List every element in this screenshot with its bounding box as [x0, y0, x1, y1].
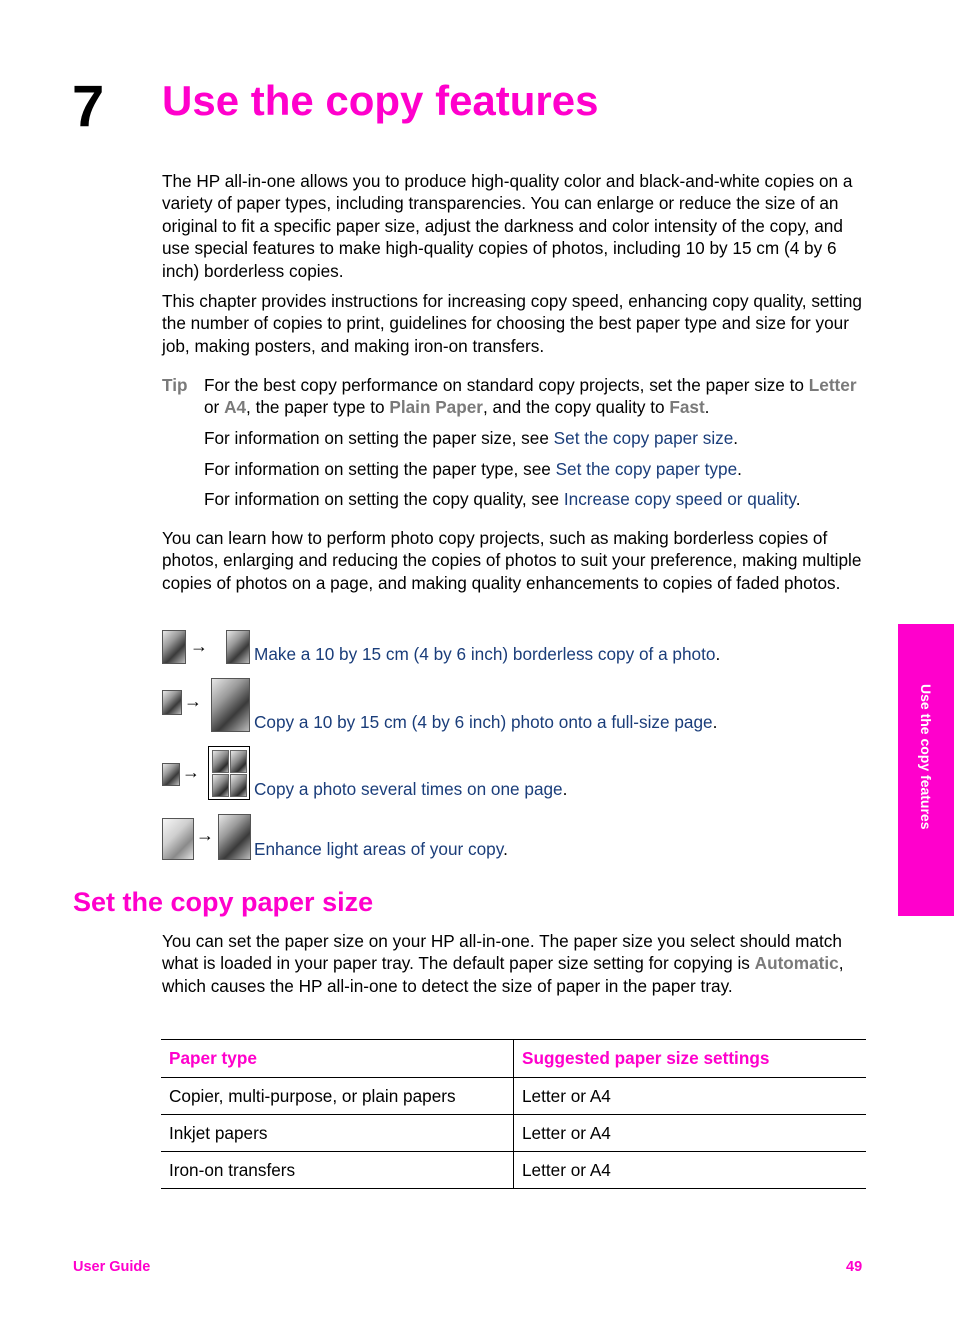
- photo-copy-cell: [230, 774, 247, 797]
- section-paragraph: [162, 930, 866, 997]
- tip-info-size-text: For information on setting the paper size, see: [204, 428, 554, 448]
- table-header-suggested-size: Suggested paper size settings: [514, 1040, 867, 1078]
- arrow-right-icon: →: [196, 825, 214, 845]
- table-row: [161, 1152, 866, 1189]
- ui-term-plain-paper: Plain Paper: [389, 397, 483, 418]
- ui-term-letter: Letter: [808, 375, 857, 395]
- tip-text: [204, 374, 866, 419]
- ui-term-automatic: Automatic: [754, 953, 839, 974]
- photo-project-link-row: [254, 778, 567, 800]
- section-title: Set the copy paper size: [73, 887, 374, 917]
- footer-guide-name: User Guide: [73, 1259, 151, 1275]
- tiger-photo-faded-icon: [162, 818, 194, 860]
- link-enhance-light-areas[interactable]: Enhance light areas of your copy: [254, 839, 504, 859]
- tip-info-quality-text: For information on setting the copy quality, see: [204, 489, 564, 509]
- table-cell: Copier, multi-purpose, or plain papers: [161, 1078, 514, 1115]
- tip-info-quality-period: .: [795, 489, 801, 509]
- link-set-copy-paper-type[interactable]: Set the copy paper type: [555, 459, 738, 479]
- tiger-photo-fullsize-icon: [211, 678, 250, 732]
- photo-project-link-row: [254, 643, 720, 665]
- tiger-photo-borderless-icon: [226, 630, 250, 664]
- tiger-photo-small-icon: [162, 763, 180, 786]
- side-tab-label: Use the copy features: [918, 684, 934, 830]
- tip-info-type-text: For information on setting the paper type, see: [204, 459, 556, 479]
- section-text-a: You can set the paper size on your HP all-in-one. The paper size you select should match what is loaded in your paper tray. The default paper size setting for copying is: [162, 931, 842, 974]
- table-cell: Letter or A4: [514, 1115, 867, 1152]
- photo-copy-cell: [230, 750, 247, 773]
- tip-or: or: [204, 397, 225, 418]
- tiger-photo-small-icon: [162, 630, 186, 664]
- arrow-right-icon: →: [190, 636, 208, 656]
- tiger-photo-small-icon: [162, 690, 182, 715]
- row-period: .: [712, 712, 718, 732]
- table-header-paper-type: Paper type: [161, 1040, 514, 1078]
- link-fullsize-copy[interactable]: Copy a 10 by 15 cm (4 by 6 inch) photo onto a full-size page: [254, 712, 713, 732]
- table-row: [161, 1115, 866, 1152]
- photo-copy-cell: [212, 774, 229, 797]
- photo-copy-cell: [212, 750, 229, 773]
- arrow-right-icon: →: [182, 762, 200, 782]
- tip-info-quality: [204, 488, 866, 510]
- row-period: .: [562, 779, 568, 799]
- photo-intro-paragraph: You can learn how to perform photo copy projects, such as making borderless copies of photos, enlarging and reducing the copies of photos to suit your preference, making multiple copies of photos on a page, and making quality enhancements to copies of faded photos.: [162, 528, 862, 593]
- table-cell: Letter or A4: [514, 1152, 867, 1189]
- tip-info-size-period: .: [733, 428, 739, 448]
- tip-info-type: [204, 458, 866, 480]
- photo-project-link-row: [254, 838, 508, 860]
- chapter-number: 7: [72, 74, 105, 139]
- tip-text-b: , the paper type to: [246, 397, 390, 418]
- ui-term-fast: Fast: [669, 397, 705, 418]
- table-row: [161, 1078, 866, 1115]
- tip-label: Tip: [162, 375, 188, 395]
- table-cell: Inkjet papers: [161, 1115, 514, 1152]
- tip-period: .: [704, 397, 710, 418]
- link-borderless-copy[interactable]: Make a 10 by 15 cm (4 by 6 inch) borderless copy of a photo: [254, 644, 716, 664]
- arrow-right-icon: →: [184, 691, 202, 711]
- intro-paragraph-2: This chapter provides instructions for increasing copy speed, enhancing copy quality, setting the number of copies to print, guidelines for choosing the best paper type and size for your job, making posters, and making iron-on transfers.: [162, 291, 862, 356]
- link-set-copy-paper-size[interactable]: Set the copy paper size: [553, 428, 734, 448]
- row-period: .: [503, 839, 508, 859]
- photo-project-link-row: [254, 711, 717, 733]
- link-increase-copy-speed-or-quality[interactable]: Increase copy speed or quality: [563, 489, 796, 509]
- chapter-title: Use the copy features: [162, 77, 599, 124]
- ui-term-a4: A4: [224, 397, 247, 418]
- tip-info-size: [204, 427, 866, 449]
- tip-info-type-period: .: [737, 459, 742, 479]
- multiple-copies-page-icon: [208, 746, 250, 800]
- chapter-side-tab: [898, 624, 954, 916]
- intro-paragraph-1: The HP all-in-one allows you to produce high-quality color and black-and-white copies on a variety of paper types, including transparencies. You can enlarge or reduce the size of an original to fit a specific paper size, adjust the darkness and color intensity of the copy, and use special features to make high-quality copies of photos, including 10 by 15 cm (4 by 6 inch) borderless copies.: [162, 171, 853, 281]
- paper-size-table: [161, 1039, 866, 1189]
- row-period: .: [715, 644, 721, 664]
- table-cell: Iron-on transfers: [161, 1152, 514, 1189]
- tiger-photo-enhanced-icon: [218, 814, 251, 860]
- tip-text-c: , and the copy quality to: [483, 397, 670, 418]
- tip-text-a: For the best copy performance on standard copy projects, set the paper size to: [204, 375, 809, 395]
- table-header-row: [161, 1040, 866, 1078]
- footer-page-number: 49: [846, 1259, 863, 1275]
- link-multiple-copies[interactable]: Copy a photo several times on one page: [254, 779, 563, 799]
- section-text-b: , which causes the HP all-in-one to detect the size of paper in the paper tray.: [162, 953, 844, 996]
- table-cell: Letter or A4: [514, 1078, 867, 1115]
